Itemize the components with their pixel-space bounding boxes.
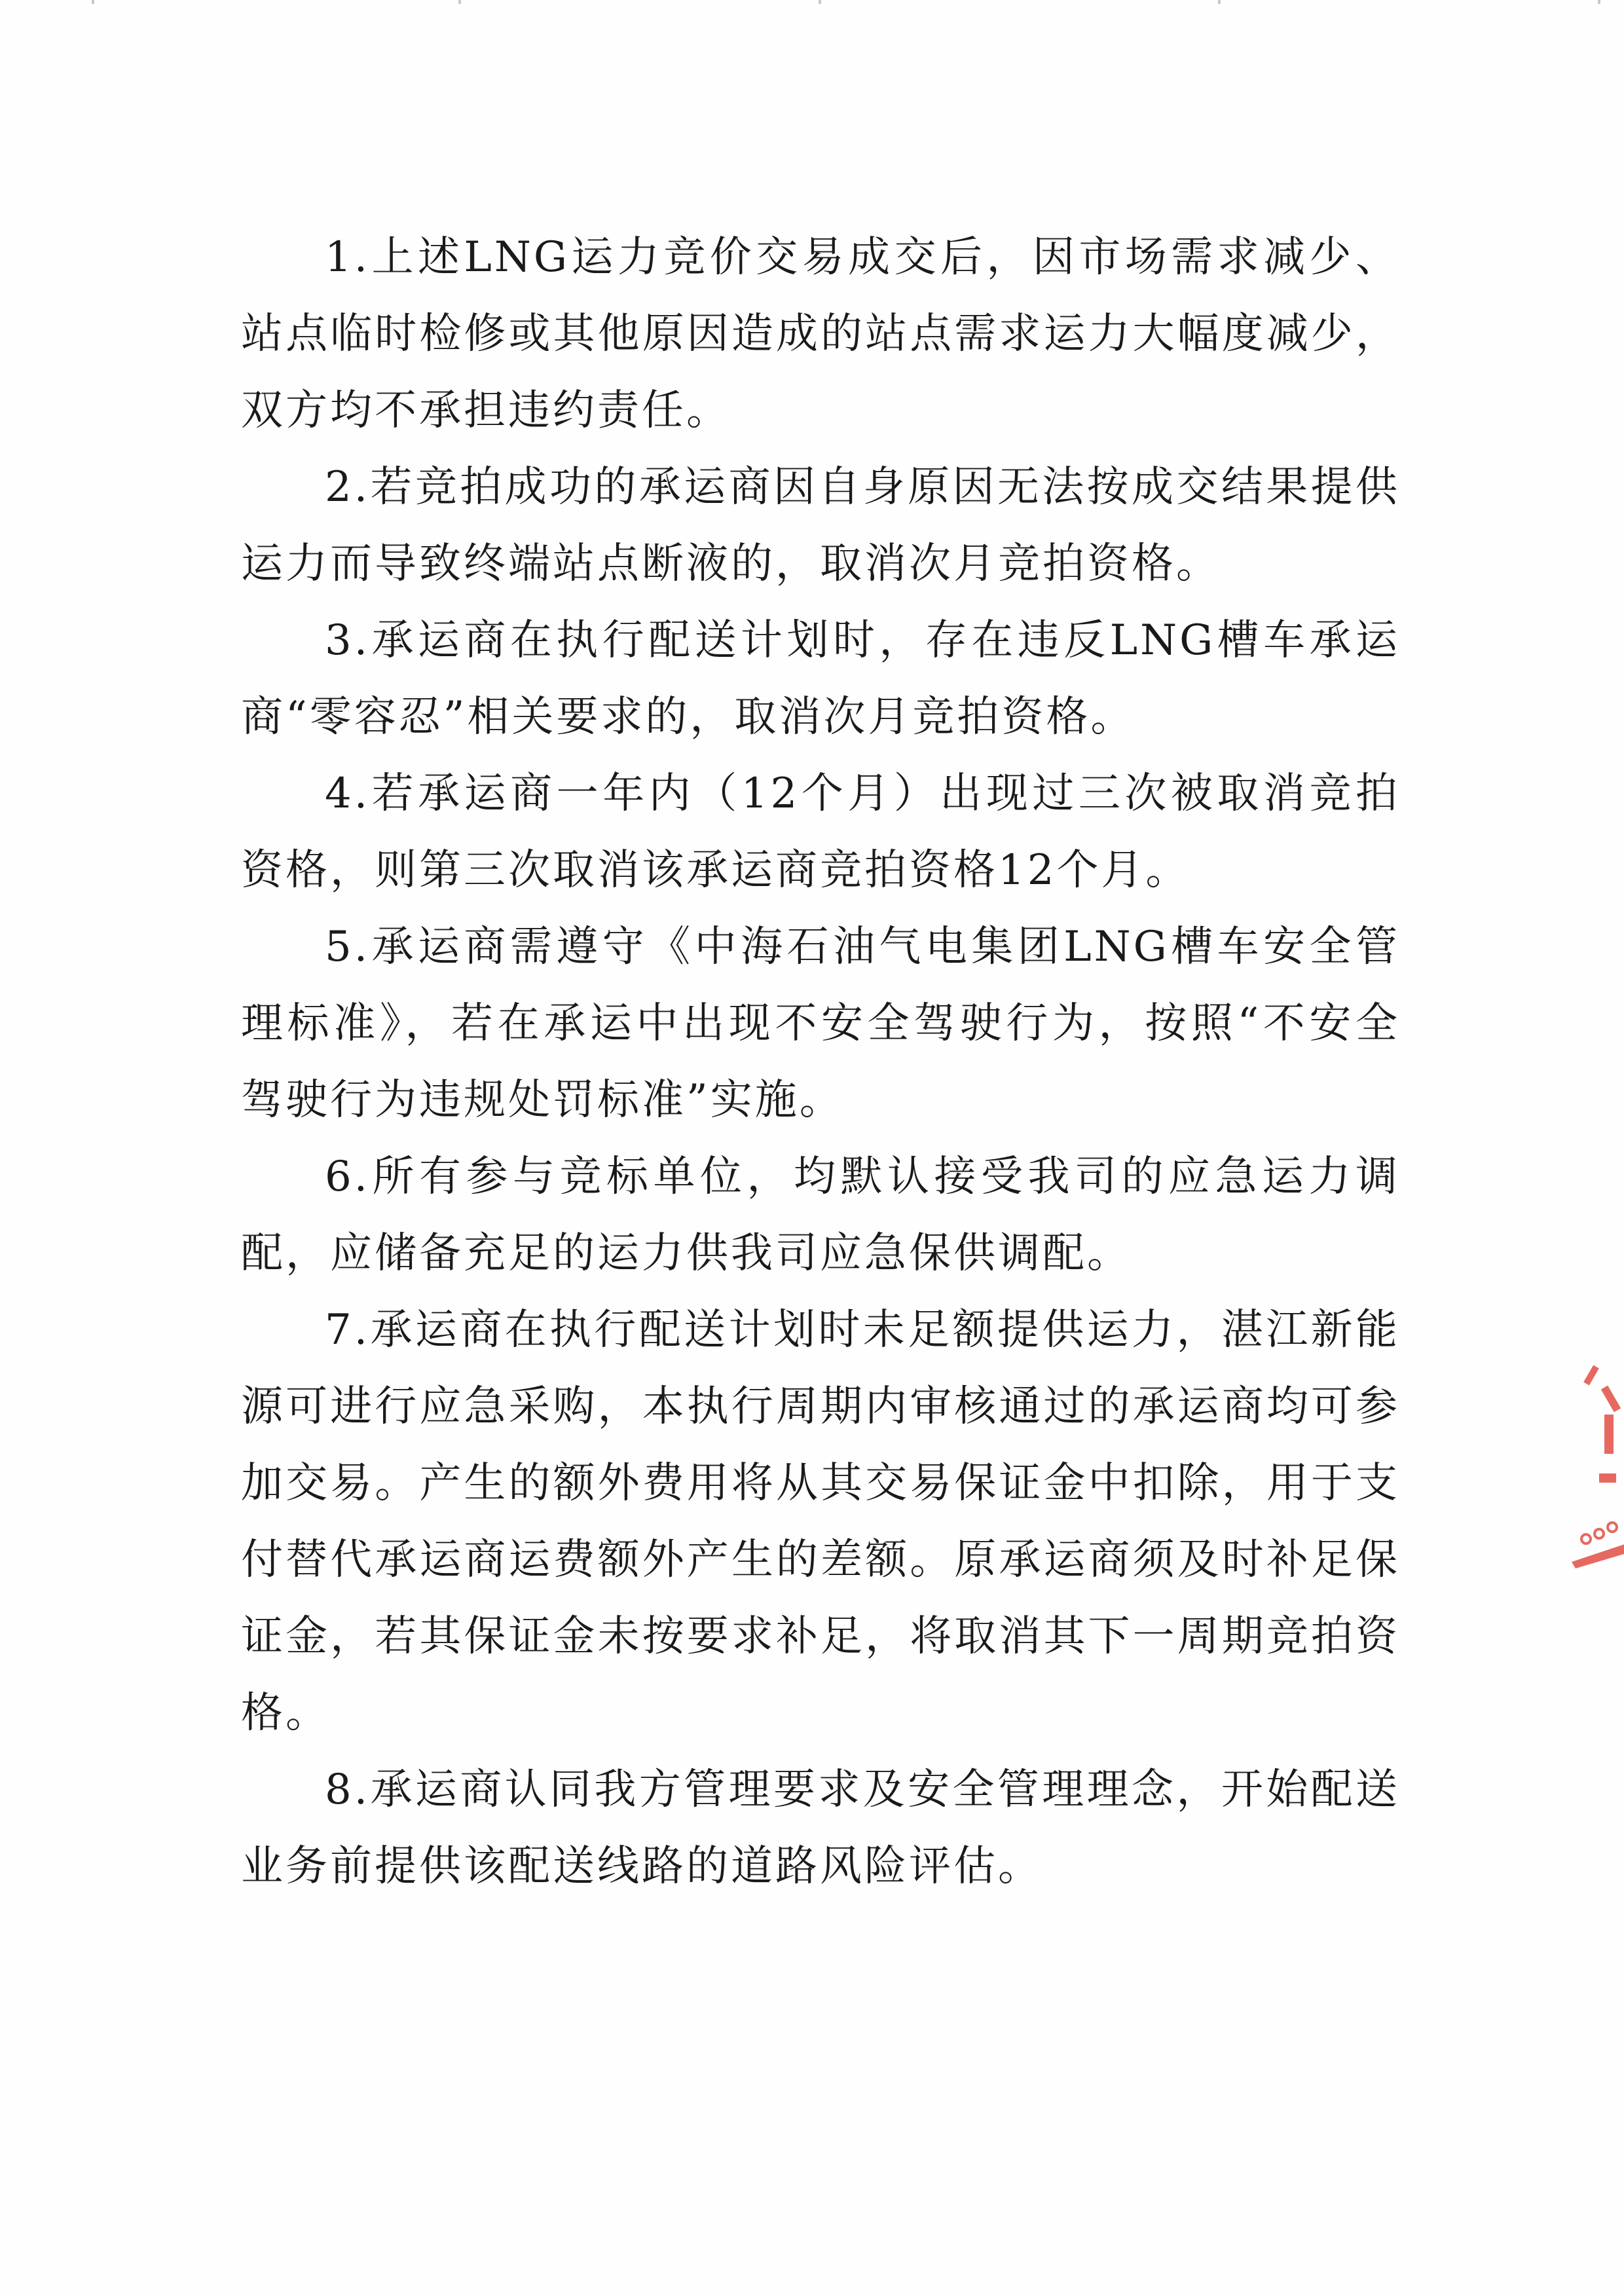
clause-4: 4.若承运商一年内（12个月）出现过三次被取消竞拍资格，则第三次取消该承运商竞拍资格12个月。 <box>241 769 1400 895</box>
clause-3: 3.承运商在执行配送计划时，存在违反LNG槽车承运商“零容忍”相关要求的，取消次月竞拍资格。 <box>241 616 1400 741</box>
document-body <box>241 219 1400 1905</box>
scan-mark <box>1218 0 1221 4</box>
scan-mark <box>819 0 821 4</box>
scan-mark <box>458 0 461 4</box>
scan-mark <box>1598 0 1600 4</box>
clause-8: 8.承运商认同我方管理要求及安全管理理念，开始配送业务前提供该配送线路的道路风险评估。 <box>241 1766 1400 1891</box>
seal-stamp-icon <box>1559 1303 1624 1618</box>
scan-mark <box>92 0 94 4</box>
clause-6: 6.所有参与竞标单位，均默认接受我司的应急运力调配，应储备充足的运力供我司应急保供调配。 <box>241 1153 1400 1278</box>
clause-5: 5.承运商需遵守《中海石油气电集团LNG槽车安全管理标准》，若在承运中出现不安全驾驶行为，按照“不安全驾驶行为违规处罚标准”实施。 <box>241 923 1400 1124</box>
clause-7: 7.承运商在执行配送计划时未足额提供运力，湛江新能源可进行应急采购，本执行周期内审核通过的承运商均可参加交易。产生的额外费用将从其交易保证金中扣除，用于支付替代承运商运费额外产生的差额。原承运商须及时补足保证金，若其保证金未按要求补足，将取消其下一周期竞拍资格。 <box>241 1306 1400 1737</box>
clause-2: 2.若竞拍成功的承运商因自身原因无法按成交结果提供运力而导致终端站点断液的，取消次月竞拍资格。 <box>241 463 1400 588</box>
clause-1: 1.上述LNG运力竞价交易成交后，因市场需求减少、站点临时检修或其他原因造成的站点需求运力大幅度减少，双方均不承担违约责任。 <box>241 233 1400 435</box>
